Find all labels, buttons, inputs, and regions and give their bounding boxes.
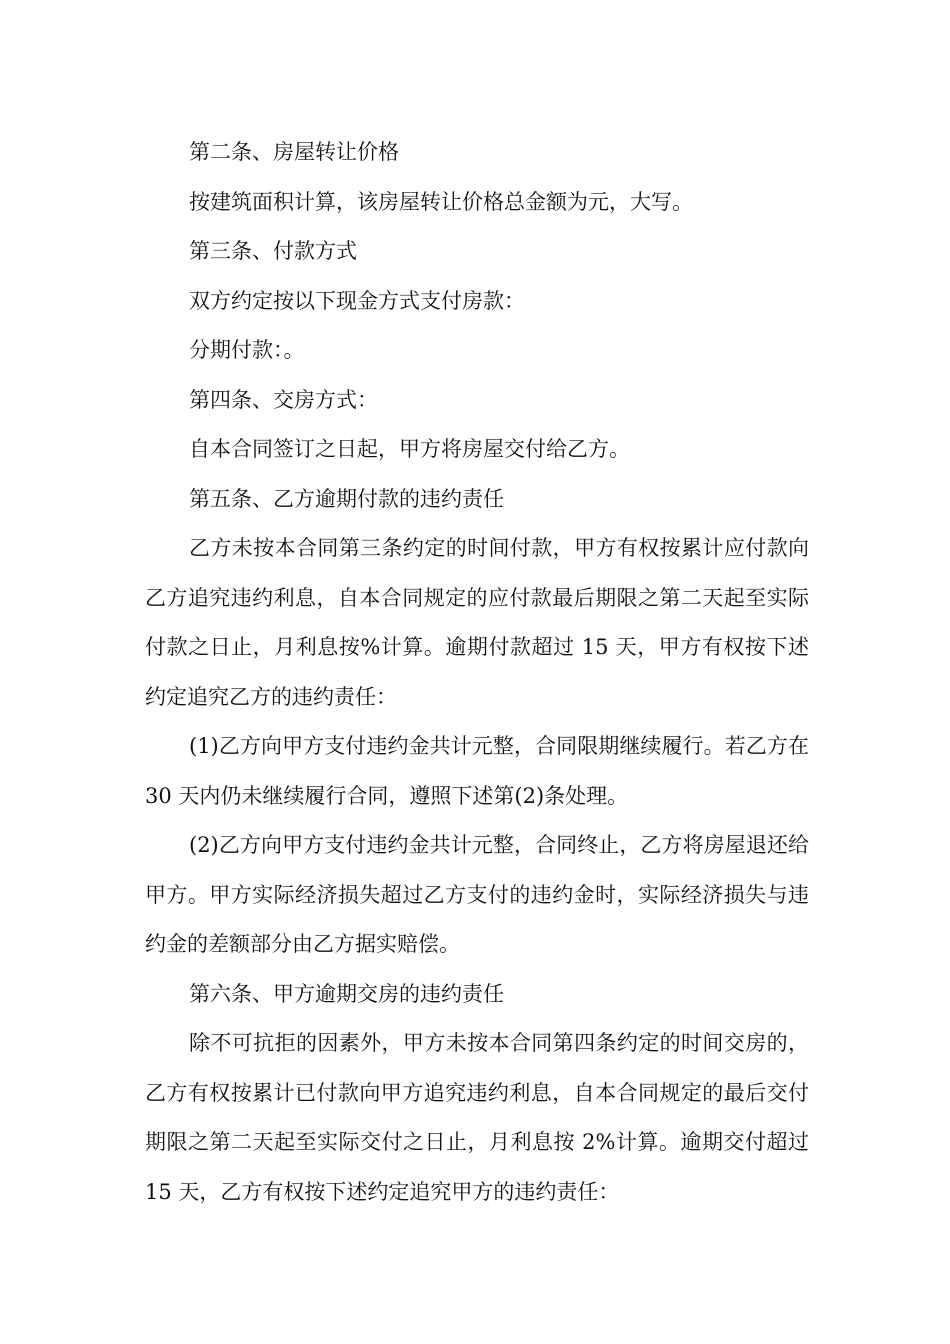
- article-5-text: 乙方未按本合同第三条约定的时间付款，甲方有权按累计应付款向乙方追究违约利息，自本合同规定的应付款最后期限之第二天起至实际付款之日止，月利息按%计算。逾期付款超过 15 天，甲方有权按下述约定追究乙方的违约责任：: [145, 536, 809, 709]
- article-5-clause-2: (2)乙方向甲方支付违约金共计元整，合同终止，乙方将房屋退还给甲方。甲方实际经济损失超过乙方支付的违约金时，实际经济损失与违约金的差额部分由乙方据实赔偿。: [145, 833, 809, 956]
- article-6-text: 除不可抗拒的因素外，甲方未按本合同第四条约定的时间交房的，乙方有权按累计已付款向甲方追究违约利息，自本合同规定的最后交付期限之第二天起至实际交付之日止，月利息按 2%计算。逾期交付超过 15 天，乙方有权按下述约定追究甲方的违约责任：: [145, 1031, 809, 1204]
- article-5-heading: 第五条、乙方逾期付款的违约责任: [189, 486, 504, 511]
- article-4-heading: 第四条、交房方式：: [189, 387, 378, 412]
- article-3-text: 双方约定按以下现金方式支付房款：: [189, 288, 525, 313]
- article-6-heading: 第六条、甲方逾期交房的违约责任: [189, 981, 504, 1006]
- article-2-text: 按建筑面积计算，该房屋转让价格总金额为元，大写。: [189, 189, 693, 214]
- article-5-clause-1: (1)乙方向甲方支付违约金共计元整，合同限期继续履行。若乙方在 30 天内仍未继续履行合同，遵照下述第(2)条处理。: [145, 734, 809, 808]
- article-2-heading: 第二条、房屋转让价格: [189, 140, 399, 164]
- article-3-heading: 第三条、付款方式: [189, 239, 357, 263]
- article-4-text: 自本合同签订之日起，甲方将房屋交付给乙方。: [189, 437, 630, 461]
- document-body: [145, 128, 809, 1217]
- article-3-installment: 分期付款：。: [189, 338, 305, 362]
